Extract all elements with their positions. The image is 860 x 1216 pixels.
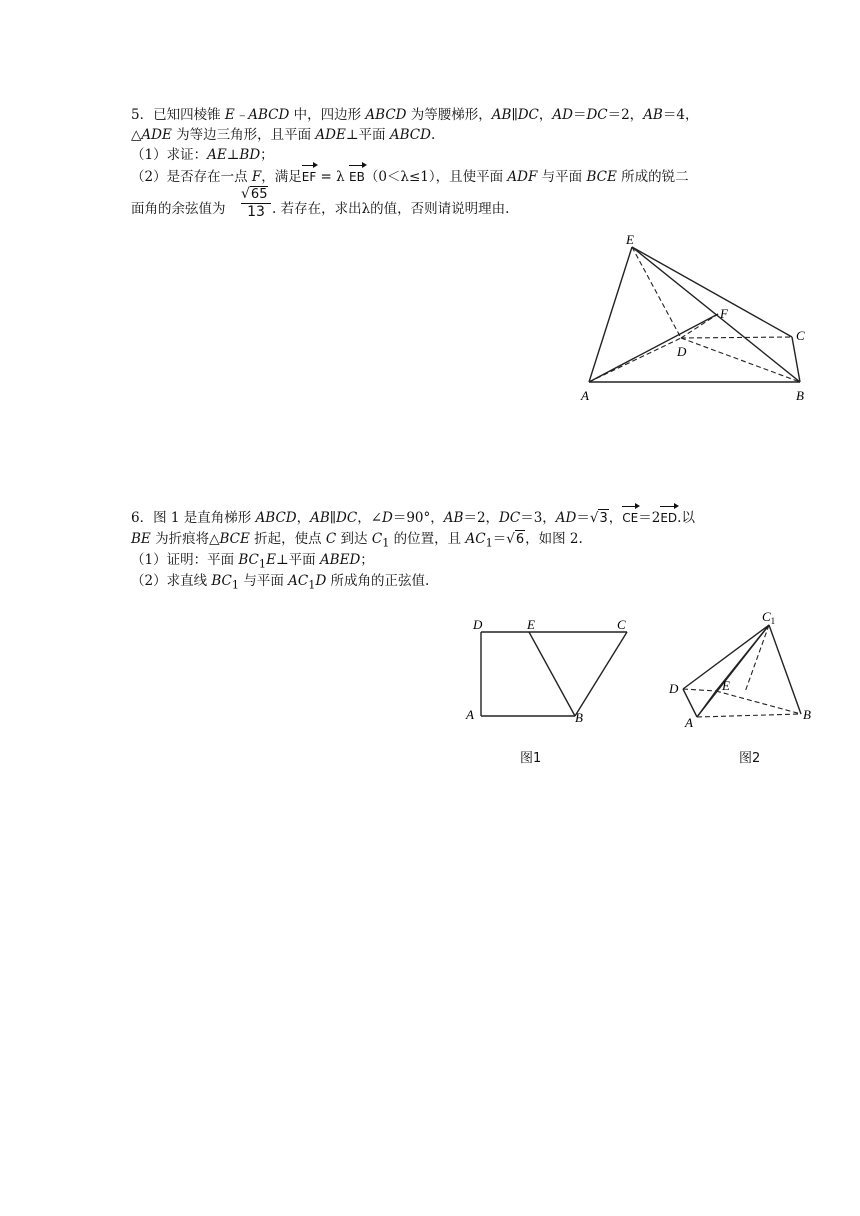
p6-line2: BE 为折痕将△BCE 折起，使点 C 到达 $C_1$ 的位置，且 $AC_1=√6$，如图 2.: [131, 531, 583, 550]
p6-line1: 6．图 1 是直角梯形 ABCD，AB∥DC，∠D＝90°，AB＝2，DC＝3，AD＝√3，CE＝2ED.以: [131, 510, 695, 526]
sqrt-6: 6: [515, 532, 525, 547]
vector-eb: EB: [349, 170, 365, 184]
fig2-label-D: D: [669, 681, 679, 696]
fig1-label-B: B: [575, 710, 583, 725]
vector-ce: CE: [622, 511, 639, 525]
label-A: A: [581, 388, 589, 403]
label-B: B: [796, 388, 804, 403]
fraction-sqrt65-over-13: √65 13: [241, 186, 271, 220]
caption-figure-1: 图1: [520, 751, 542, 766]
p5-line1: 5．已知四棱锥 E﹣ABCD 中，四边形 ABCD 为等腰梯形，AB∥DC，AD＝DC＝2，AB＝4，: [131, 107, 699, 123]
fig2-label-C1: $C_1$: [762, 609, 776, 626]
label-F: F: [720, 306, 728, 321]
label-D: D: [677, 344, 687, 359]
figure-2-folded: [664, 604, 824, 734]
sqrt-3: 3: [599, 511, 608, 526]
caption-figure-2: 图2: [739, 751, 761, 766]
fig2-label-B: B: [803, 707, 811, 722]
p5-part2: （2）是否存在一点 F，满足EF = λ EB（0＜λ≤1），且使平面 ADF 与平面 BCE 所成的锐二: [131, 169, 689, 185]
pyramid-figure: [570, 225, 820, 410]
p5-part1: （1）求证：AE⊥BD；: [131, 147, 274, 163]
fig1-label-A: A: [466, 707, 474, 722]
label-C: C: [796, 328, 805, 343]
p6-part1: （1）证明：平面 $BC_1E\perp$平面 ABED；: [131, 552, 374, 571]
fig1-label-E: E: [527, 617, 535, 632]
p5-line5b: . 若存在，求出λ的值，否则请说明理由.: [272, 201, 510, 217]
fig1-label-D: D: [473, 617, 483, 632]
vector-ef: EF: [301, 170, 317, 184]
p5-line5a: 面角的余弦值为: [131, 201, 226, 217]
p5-line2: △ADE 为等边三角形，且平面 ADE⊥平面 ABCD.: [131, 127, 436, 143]
fig2-label-A: A: [685, 715, 693, 730]
p6-part2: （2）求直线 $BC_1$ 与平面 $AC_1D$ 所成角的正弦值.: [131, 573, 430, 592]
fig2-label-E: E: [722, 678, 730, 693]
label-E: E: [626, 232, 634, 247]
vector-ed: ED: [660, 511, 678, 525]
fig1-label-C: C: [617, 617, 626, 632]
figure-1-trapezoid: [460, 610, 640, 730]
